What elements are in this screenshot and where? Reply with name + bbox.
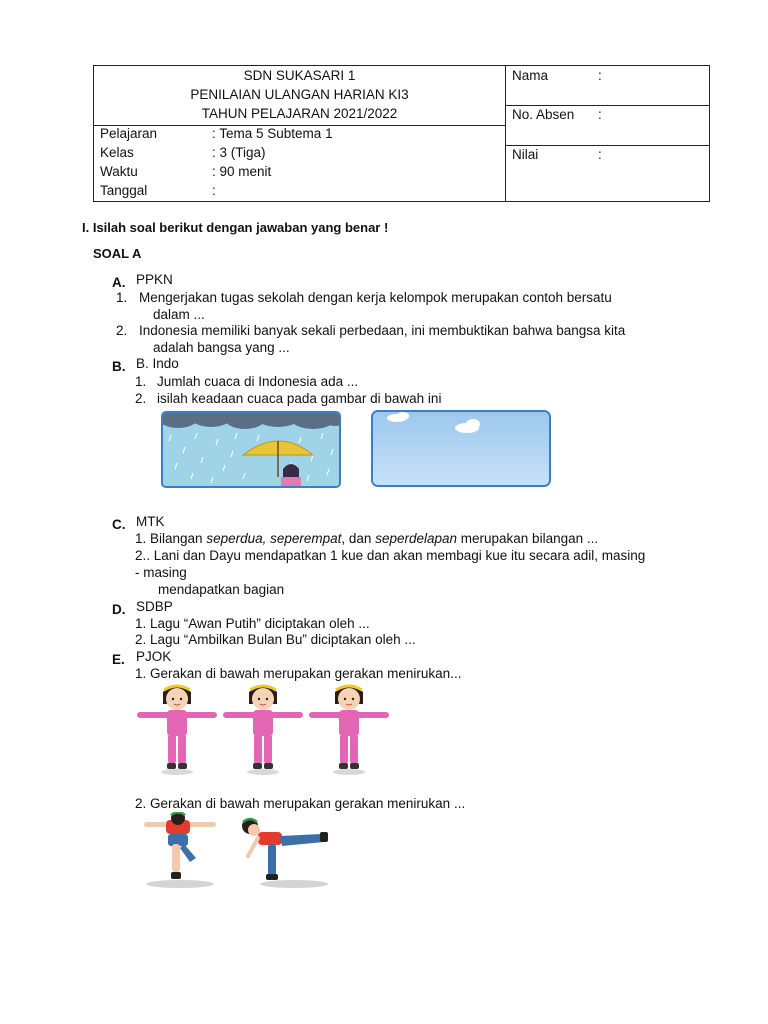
question-a1: Mengerjakan tugas sekolah dengan kerja kelompok merupakan contoh bersatu: [139, 290, 612, 305]
question-c2-cont: - masing: [135, 565, 187, 580]
soal-title: SOAL A: [93, 246, 142, 261]
question-e1: 1. Gerakan di bawah merupakan gerakan menirukan...: [135, 666, 462, 681]
nilai-colon: :: [598, 147, 602, 162]
nama-label: Nama: [512, 68, 549, 83]
balance-movement-illustration: [140, 812, 340, 890]
row-value-kelas: : 3 (Tiga): [212, 145, 266, 160]
question-a1-number: 1.: [116, 290, 128, 305]
row-value-tanggal: :: [212, 183, 216, 198]
question-c1-pre: 1. Bilangan: [135, 531, 207, 546]
absen-label: No. Absen: [512, 107, 575, 122]
section-b-marker: B.: [112, 359, 126, 374]
school-name: SDN SUKASARI 1: [243, 68, 356, 83]
question-a2: Indonesia memiliki banyak sekali perbedaan, ini membuktikan bahwa bangsa kita: [139, 323, 626, 338]
rainy-weather-image: [161, 411, 341, 488]
header-table: [93, 65, 710, 202]
section-a-marker: A.: [112, 275, 126, 290]
clear-weather-image: [371, 410, 551, 487]
section-e-marker: E.: [112, 652, 125, 667]
clear-sky-illustration: [373, 412, 549, 485]
question-c2-cont-2: mendapatkan bagian: [158, 582, 285, 597]
section-e-title: PJOK: [136, 649, 172, 664]
section-d-title: SDBP: [136, 599, 173, 614]
nama-colon: :: [598, 68, 602, 83]
school-year: TAHUN PELAJARAN 2021/2022: [201, 106, 398, 121]
question-d2: 2. Lagu “Ambilkan Bulan Bu” diciptakan oleh ...: [135, 632, 416, 647]
section-c-marker: C.: [112, 517, 126, 532]
section-b-title: B. Indo: [136, 356, 179, 371]
row-value-waktu: : 90 menit: [212, 164, 272, 179]
question-a2-cont: adalah bangsa yang ...: [153, 340, 290, 355]
section-c-title: MTK: [136, 514, 165, 529]
question-b2: isilah keadaan cuaca pada gambar di bawah ini: [157, 391, 442, 406]
question-a1-cont: dalam ...: [153, 307, 205, 322]
row-value-pelajaran: : Tema 5 Subtema 1: [212, 126, 333, 141]
table-divider: [505, 145, 709, 146]
section-d-marker: D.: [112, 602, 126, 617]
question-c1-mid: , dan: [341, 531, 376, 546]
question-c1: [135, 531, 598, 546]
instruction: I. Isilah soal berikut dengan jawaban yang benar !: [82, 220, 389, 235]
question-b1: Jumlah cuaca di Indonesia ada ...: [157, 374, 359, 389]
nilai-label: Nilai: [512, 147, 539, 162]
rain-umbrella-illustration: [163, 413, 339, 486]
question-b2-number: 2.: [135, 391, 147, 406]
exam-title: PENILAIAN ULANGAN HARIAN KI3: [190, 87, 409, 102]
question-c2: 2.. Lani dan Dayu mendapatkan 1 kue dan akan membagi kue itu secara adil, masing: [135, 548, 646, 563]
question-c1-post: merupakan bilangan ...: [457, 531, 599, 546]
imitation-movement-illustration: [133, 682, 398, 776]
question-b1-number: 1.: [135, 374, 147, 389]
row-label-waktu: Waktu: [100, 164, 138, 179]
table-divider: [505, 66, 506, 201]
question-e2: 2. Gerakan di bawah merupakan gerakan menirukan ...: [135, 796, 466, 811]
question-c1-italic-2: seperdelapan: [375, 531, 458, 546]
row-label-tanggal: Tanggal: [100, 183, 148, 198]
row-label-pelajaran: Pelajaran: [100, 126, 158, 141]
absen-colon: :: [598, 107, 602, 122]
section-a-title: PPKN: [136, 272, 173, 287]
question-c1-italic-1: seperdua, seperempat: [206, 531, 342, 546]
table-divider: [505, 105, 709, 106]
row-label-kelas: Kelas: [100, 145, 134, 160]
question-a2-number: 2.: [116, 323, 128, 338]
question-d1: 1. Lagu “Awan Putih” diciptakan oleh ...: [135, 616, 370, 631]
